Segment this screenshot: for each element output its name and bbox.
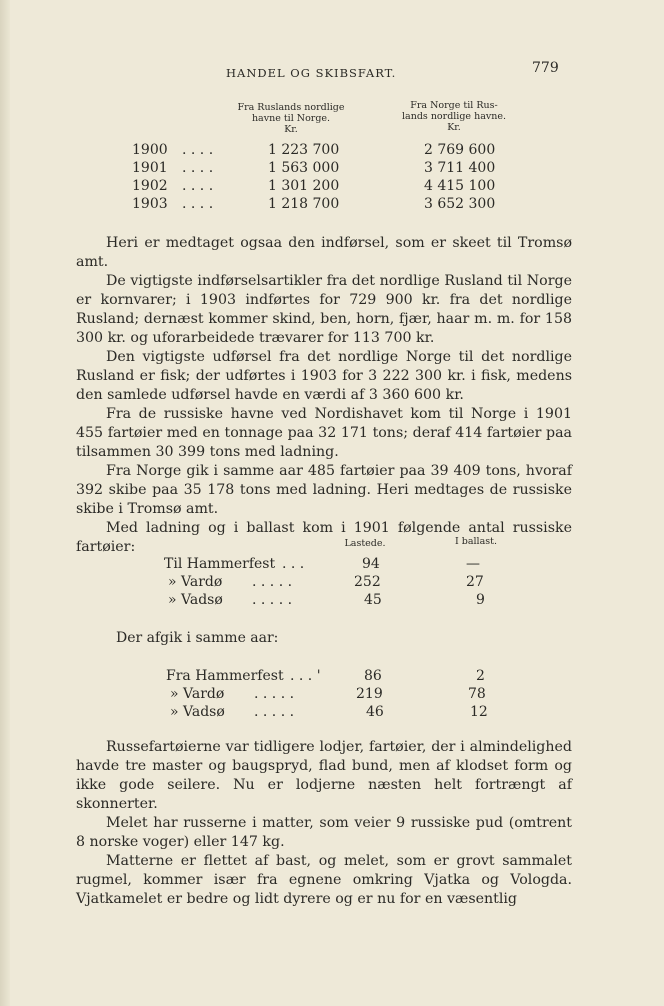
paragraph: Fra de russiske havne ved Nordishavet kom til Norge i 1901 455 fartøier med en tonnage paa 32 171 tons; deraf 414 fartøier paa tilsammen 30 399 tons med ladning.: [76, 406, 572, 460]
closing-text: [76, 738, 572, 909]
table-row: » Vardø . . . . . 219 78: [170, 686, 486, 702]
paragraph: Russefartøierne var tidligere lodjer, fartøier, der i almindelighed havde tre master og baugspryd, flad bund, men af klodset form og ikke gode seilere. Nu er lodjerne næsten helt fortrængt af skonnerter.: [76, 739, 572, 812]
paragraph: Den vigtigste udførsel fra det nordlige Norge til det nordlige Rusland er fisk; der udførtes i 1903 for 3 222 300 kr. i fisk, medens den samlede udførsel havde en værdi af 3 360 600 kr.: [76, 349, 572, 403]
table-row: » Vadsø . . . . . 46 12: [170, 704, 488, 720]
paragraph: Matterne er flettet af bast, og melet, som er grovt sammalet rugmel, kommer især fra egnene omkring Vjatka og Vologda. Vjatkamelet er bedre og lidt dyrere og er nu for en væsentlig: [76, 853, 572, 907]
table1-col1-header: Fra Ruslands nordlige havne til Norge. Kr.: [237, 102, 345, 135]
table-row: 1901 . . . . 1 563 000 3 711 400: [132, 160, 496, 176]
paragraph: Melet har russerne i matter, som veier 9 russiske pud (omtrent 8 norske voger) eller 147 kg.: [76, 815, 572, 850]
table-row: Fra Hammerfest . . . ' 86 2: [166, 668, 485, 684]
page-number: 779: [532, 60, 559, 76]
page-spine-edge: [0, 0, 10, 1006]
section-intro: Der afgik i samme aar:: [116, 630, 279, 646]
paragraph: De vigtigste indførselsartikler fra det nordlige Rusland til Norge er kornvarer; i 1903 indførtes for 729 900 kr. fra det nordlige Rusland; dernæst kommer skind, ben, horn, fjær, haar m. m. for 158 300 kr. og uforarbeidede trævarer for 113 700 kr.: [76, 273, 572, 346]
table1-col2-header: Fra Norge til Rus- lands nordlige havne. Kr.: [402, 100, 506, 133]
table-row: 1902 . . . . 1 301 200 4 415 100: [132, 178, 496, 194]
paragraph: Fra Norge gik i samme aar 485 fartøier paa 39 409 tons, hvoraf 392 skibe paa 35 178 tons med ladning. Heri medtages de russiske skibe i Tromsø amt.: [76, 463, 572, 517]
running-header: HANDEL OG SKIBSFART.: [226, 66, 397, 80]
table2-loaded-header: Lastede.: [344, 538, 386, 549]
paragraph: Heri er medtaget ogsaa den indførsel, som er skeet til Tromsø amt.: [76, 235, 572, 270]
table-row: » Vadsø . . . . . 45 9: [168, 592, 485, 608]
table-row: » Vardø . . . . . 252 27: [168, 574, 484, 590]
body-text: [76, 234, 572, 557]
table-row: 1900 . . . . 1 223 700 2 769 600: [132, 142, 496, 158]
table-row: 1903 . . . . 1 218 700 3 652 300: [132, 196, 496, 212]
table2-ballast-header: I ballast.: [455, 536, 497, 547]
paragraph: Med ladning og i ballast kom i 1901 følgende antal russiske fartøier:: [76, 520, 572, 555]
table-row: Til Hammerfest . . . 94 —: [164, 556, 480, 572]
